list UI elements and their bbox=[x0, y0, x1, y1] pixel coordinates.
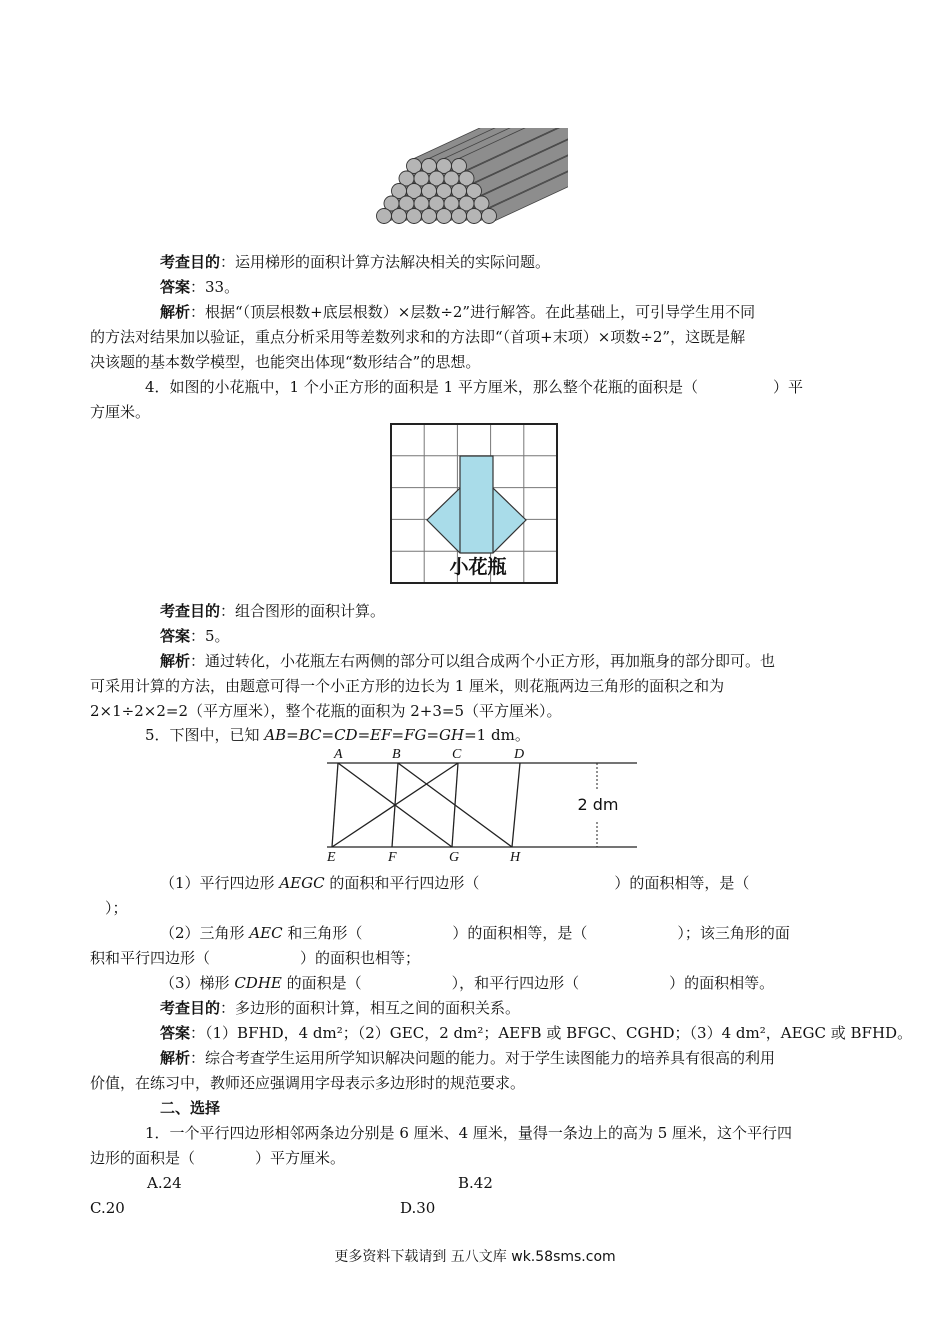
q4-stem-line-1: 4．如图的小花瓶中，1 个小正方形的面积是 1 平方厘米，那么整个花瓶的面积是（ ）平 bbox=[145, 378, 803, 396]
q4-analysis-line-2: 可采用计算的方法，由题意可得一个小正方形的边长为 1 厘米，则花瓶两边三角形的面积之和为 bbox=[90, 677, 725, 695]
log-end bbox=[392, 209, 407, 224]
log-end bbox=[467, 209, 482, 224]
log-end bbox=[437, 209, 452, 224]
q5-sub1-line-2: ）； bbox=[90, 899, 128, 917]
option-d: D.30 bbox=[400, 1199, 436, 1217]
log-end bbox=[407, 209, 422, 224]
label-B: B bbox=[392, 747, 401, 762]
log-end bbox=[422, 209, 437, 224]
q4-purpose: 考查目的：组合图形的面积计算。 bbox=[160, 602, 386, 620]
q5-stem: 5．下图中，已知 AB=BC=CD=EF=FG=GH=1 dm。 bbox=[145, 726, 530, 744]
q3-analysis-line-3: 决该题的基本数学模型，也能突出体现“数形结合”的思想。 bbox=[90, 353, 481, 371]
label-F: F bbox=[388, 850, 397, 864]
label-D: D bbox=[514, 747, 525, 762]
label-H: H bbox=[510, 850, 521, 864]
figure-segment bbox=[452, 763, 458, 847]
s2-q1-line-1: 1．一个平行四边形相邻两条边分别是 6 厘米、4 厘米，量得一条边上的高为 5 厘米，这个平行四 bbox=[145, 1124, 793, 1142]
label-G: G bbox=[449, 850, 460, 864]
label-A: A bbox=[334, 747, 343, 762]
option-b: B.42 bbox=[458, 1174, 493, 1192]
q5-analysis-line-1: 解析：综合考查学生运用所学知识解决问题的能力。对于学生读图能力的培养具有很高的利用 bbox=[160, 1049, 776, 1067]
vase-shape bbox=[427, 456, 526, 553]
log-end bbox=[482, 209, 497, 224]
log-end bbox=[452, 209, 467, 224]
log-stack bbox=[377, 128, 569, 224]
label-C: C bbox=[452, 747, 462, 762]
q5-sub3: （3）梯形 CDHE 的面积是（ ），和平行四边形（ ）的面积相等。 bbox=[160, 974, 775, 992]
segments bbox=[332, 763, 520, 847]
parallel-lines-figure bbox=[322, 744, 642, 864]
q5-analysis-line-2: 价值，在练习中，教师还应强调用字母表示多边形时的规范要求。 bbox=[90, 1074, 526, 1092]
log-stack-figure bbox=[372, 128, 568, 226]
q4-analysis-line-1: 解析：通过转化，小花瓶左右两侧的部分可以组合成两个小正方形，再加瓶身的部分即可。也 bbox=[160, 652, 776, 670]
vase-figure-label: 小花瓶 bbox=[449, 556, 507, 578]
q4-stem-line-2: 方厘米。 bbox=[90, 403, 151, 421]
q5-sub2-line-2: 积和平行四边形（ ）的面积也相等； bbox=[90, 949, 421, 967]
section-title: 二、选择 bbox=[160, 1099, 221, 1117]
figure-segment bbox=[512, 763, 520, 847]
q5-sub1-line-1: （1）平行四边形 AEGC 的面积和平行四边形（ ）的面积相等，是（ bbox=[160, 874, 750, 892]
option-c: C.20 bbox=[90, 1199, 125, 1217]
q5-sub2-line-1: （2）三角形 AEC 和三角形（ ）的面积相等，是（ ）；该三角形的面 bbox=[160, 924, 790, 942]
log-end bbox=[377, 209, 392, 224]
label-E: E bbox=[327, 850, 336, 864]
vase-grid-figure bbox=[390, 423, 560, 586]
q3-answer: 答案：33。 bbox=[160, 278, 240, 296]
q5-purpose: 考查目的：多边形的面积计算，相互之间的面积关系。 bbox=[160, 999, 521, 1017]
height-label: 2 dm bbox=[577, 795, 619, 814]
q3-analysis-line-2: 的方法对结果加以验证，重点分析采用等差数列求和的方法即“（首项+末项）×项数÷2”，这既是解 bbox=[90, 328, 746, 346]
s2-q1-line-2: 边形的面积是（ ）平方厘米。 bbox=[90, 1149, 346, 1167]
q3-purpose: 考查目的：运用梯形的面积计算方法解决相关的实际问题。 bbox=[160, 253, 551, 271]
q5-answer: 答案：（1）BFHD，4 dm²；（2）GEC，2 dm²；AEFB 或 BFGC、CGHD；（3）4 dm²，AEGC 或 BFHD。 bbox=[160, 1024, 913, 1042]
q4-answer: 答案：5。 bbox=[160, 627, 230, 645]
figure-segment bbox=[332, 763, 338, 847]
figure-segment bbox=[332, 763, 458, 847]
footer-note: 更多资料下载请到 五八文库 wk.58sms.com bbox=[334, 1249, 616, 1265]
q3-analysis-line-1: 解析：根据“（顶层根数+底层根数）×层数÷2”进行解答。在此基础上，可引导学生用不同 bbox=[160, 303, 756, 321]
option-a: A.24 bbox=[147, 1174, 182, 1192]
q4-analysis-line-3: 2×1÷2×2=2（平方厘米），整个花瓶的面积为 2+3=5（平方厘米）。 bbox=[90, 702, 562, 720]
